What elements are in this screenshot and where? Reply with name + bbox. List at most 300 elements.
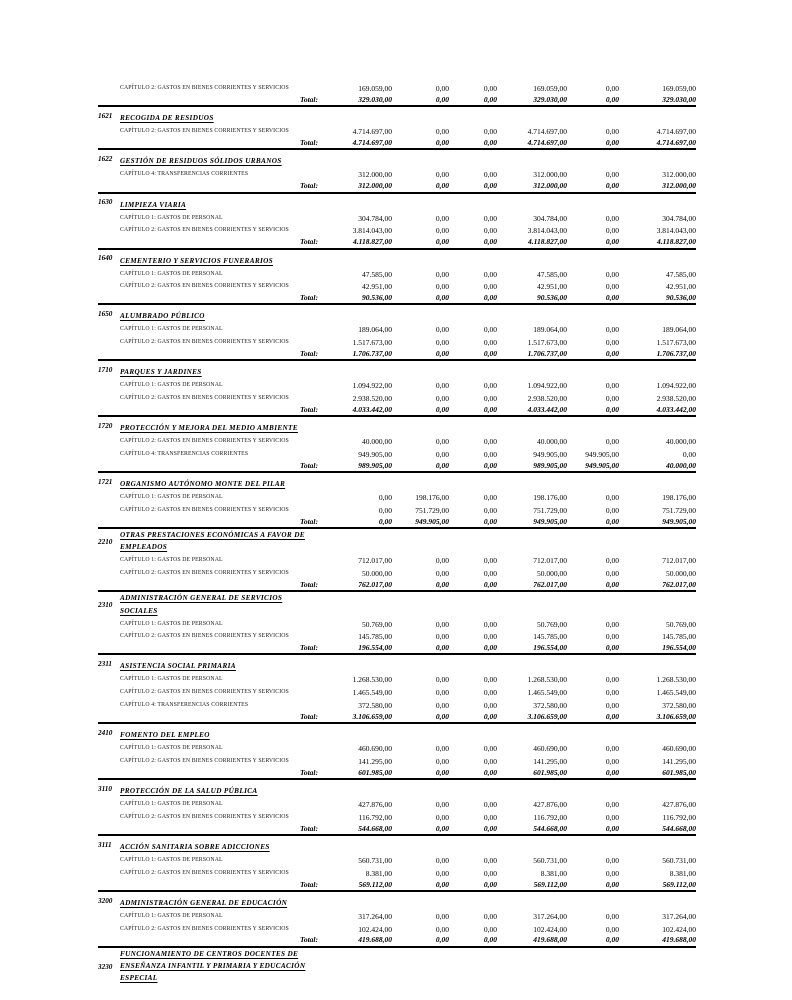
total-amount-cell: 0,00 <box>605 237 619 247</box>
amount-cell: 0,00 <box>435 450 449 460</box>
chapter-label: CAPÍTULO 1: GASTOS DE PERSONAL <box>120 620 223 627</box>
total-amount-cell: 312.000,00 <box>533 181 567 191</box>
chapter-label: CAPÍTULO 2: GASTOS EN BIENES CORRIENTES Y SERVICIOS <box>120 438 289 445</box>
total-amount-cell: 419.688,00 <box>662 935 696 945</box>
code-spacer <box>98 293 120 304</box>
code-spacer <box>98 554 120 567</box>
amount-cell: 317.264,00 <box>358 911 392 921</box>
total-amount-cell: 0,00 <box>483 237 497 247</box>
chapter-row <box>98 742 696 755</box>
total-row <box>98 181 696 193</box>
amount-cell: 189.064,00 <box>533 325 567 335</box>
amount-cell: 560.731,00 <box>358 856 392 866</box>
section-title: ACCIÓN SANITARIA SOBRE ADICCIONES <box>120 843 270 852</box>
amount-cell: 0,00 <box>435 325 449 335</box>
code-spacer <box>98 880 120 891</box>
amount-cell: 0,00 <box>435 213 449 223</box>
amount-cell: 42.951,00 <box>362 282 392 292</box>
section-title: RECOGIDA DE RESIDUOS <box>120 114 214 123</box>
section-header-row <box>98 361 696 379</box>
section-header-row <box>98 836 696 854</box>
section-title-cell <box>120 473 318 491</box>
section-code: 3200 <box>98 896 113 905</box>
amount-cell: 0,00 <box>483 493 497 503</box>
total-amount-cell: 0,00 <box>483 711 497 721</box>
code-spacer <box>98 811 120 824</box>
chapter-label: CAPÍTULO 2: GASTOS EN BIENES CORRIENTES Y SERVICIOS <box>120 507 289 513</box>
total-row <box>98 824 696 836</box>
amount-cell: 4.714.697,00 <box>527 127 567 137</box>
amount-cell: 0,00 <box>605 700 619 710</box>
amount-cell: 0,00 <box>435 911 449 921</box>
chapter-row <box>98 268 696 281</box>
total-amount-cell: 0,00 <box>483 823 497 833</box>
total-amount-cell: 329.030,00 <box>662 94 696 104</box>
code-spacer <box>98 168 120 181</box>
chapter-row <box>98 448 696 461</box>
amount-cell: 40.000,00 <box>537 437 567 447</box>
total-amount-cell: 40.000,00 <box>666 460 696 470</box>
amount-cell: 1.268.530,00 <box>527 675 567 685</box>
section-header-row <box>98 529 696 554</box>
total-amount-cell: 762.017,00 <box>533 579 567 589</box>
total-row <box>98 349 696 361</box>
section-title-cell <box>120 150 318 168</box>
amount-cell: 0,00 <box>483 381 497 391</box>
code-spacer <box>98 768 120 779</box>
section-title: FOMENTO DEL EMPLEO <box>120 731 210 740</box>
section-code: 1621 <box>98 112 113 121</box>
amount-cell: 317.264,00 <box>662 911 696 921</box>
total-row <box>98 880 696 892</box>
amount-cell: 47.585,00 <box>537 269 567 279</box>
chapter-label: CAPÍTULO 1: GASTOS DE PERSONAL <box>120 857 223 864</box>
total-amount-cell: 544.668,00 <box>358 823 392 833</box>
section-title: PROTECCIÓN Y MEJORA DEL MEDIO AMBIENTE <box>120 424 298 433</box>
amount-cell: 0,00 <box>483 924 497 934</box>
total-amount-cell: 90.536,00 <box>537 293 567 302</box>
code-spacer <box>98 643 120 654</box>
total-amount-cell: 0,00 <box>435 293 449 302</box>
total-amount-cell: 196.554,00 <box>358 643 392 653</box>
amount-cell: 42.951,00 <box>537 282 567 292</box>
section-title: PARQUES Y JARDINES <box>120 368 202 377</box>
total-amount-cell: 196.554,00 <box>533 643 567 653</box>
amount-cell: 0,00 <box>435 800 449 810</box>
code-spacer <box>98 181 120 192</box>
total-amount-cell: 0,00 <box>605 516 619 526</box>
section-header-row <box>98 948 696 985</box>
total-row <box>98 95 696 107</box>
total-amount-cell: 0,00 <box>483 460 497 470</box>
amount-cell: 0,00 <box>435 756 449 766</box>
total-label: Total: <box>299 94 318 104</box>
amount-cell: 0,00 <box>605 282 619 292</box>
code-spacer <box>98 699 120 712</box>
amount-cell: 47.585,00 <box>362 269 392 279</box>
total-amount-cell: 0,00 <box>605 94 619 104</box>
code-spacer <box>98 405 120 416</box>
chapter-label: CAPÍTULO 1: GASTOS DE PERSONAL <box>120 557 223 564</box>
code-spacer <box>98 854 120 867</box>
total-amount-cell: 0,00 <box>435 711 449 721</box>
chapter-label: CAPÍTULO 1: GASTOS DE PERSONAL <box>120 382 223 389</box>
amount-cell: 40.000,00 <box>666 437 696 447</box>
budget-section <box>98 948 696 985</box>
amount-cell: 0,00 <box>435 269 449 279</box>
total-label: Total: <box>299 516 318 526</box>
amount-cell: 50.000,00 <box>537 569 567 579</box>
section-title: FUNCIONAMIENTO DE CENTROS DOCENTES DE ENSEÑANZA INFANTIL Y PRIMARIA Y EDUCACIÓN ESPECIAL <box>120 949 306 983</box>
code-spacer <box>98 580 120 591</box>
section-title: ASISTENCIA SOCIAL PRIMARIA <box>120 662 236 671</box>
section-header-row <box>98 194 696 212</box>
total-amount-cell: 0,00 <box>435 237 449 247</box>
amount-cell: 0,00 <box>483 450 497 460</box>
amount-cell: 1.268.530,00 <box>352 675 392 685</box>
amount-cell: 0,00 <box>483 756 497 766</box>
amount-cell: 0,00 <box>483 744 497 754</box>
chapter-row <box>98 755 696 768</box>
amount-cell: 0,00 <box>435 127 449 137</box>
chapter-row <box>98 504 696 517</box>
chapter-row <box>98 867 696 880</box>
amount-cell: 0,00 <box>605 856 619 866</box>
chapter-label: CAPÍTULO 2: GASTOS EN BIENES CORRIENTES Y SERVICIOS <box>120 227 289 234</box>
section-code: 2311 <box>98 660 112 669</box>
code-spacer <box>98 138 120 149</box>
amount-cell: 50.000,00 <box>666 569 696 579</box>
amount-cell: 304.784,00 <box>533 213 567 223</box>
chapter-label: CAPÍTULO 1: GASTOS DE PERSONAL <box>120 494 223 501</box>
budget-section <box>98 655 696 724</box>
section-title-cell <box>120 361 318 379</box>
amount-cell: 3.814.043,00 <box>352 226 392 236</box>
amount-cell: 8.381,00 <box>669 868 696 878</box>
amount-cell: 312.000,00 <box>662 170 696 180</box>
chapter-row <box>98 630 696 643</box>
total-amount-cell: 3.106.659,00 <box>656 711 696 721</box>
budget-section <box>98 361 696 417</box>
code-spacer <box>98 755 120 768</box>
amount-cell: 317.264,00 <box>533 911 567 921</box>
total-row <box>98 237 696 249</box>
amount-cell: 0,00 <box>483 213 497 223</box>
amount-cell: 198.176,00 <box>533 493 567 503</box>
total-amount-cell: 4.118.827,00 <box>528 237 567 247</box>
amount-cell: 0,00 <box>605 632 619 642</box>
amount-cell: 0,00 <box>605 569 619 579</box>
amount-cell: 0,00 <box>605 556 619 566</box>
chapter-label: CAPÍTULO 2: GASTOS EN BIENES CORRIENTES Y SERVICIOS <box>120 757 289 764</box>
chapter-label: CAPÍTULO 2: GASTOS EN BIENES CORRIENTES Y SERVICIOS <box>120 570 289 577</box>
chapter-label: CAPÍTULO 1: GASTOS DE PERSONAL <box>120 676 223 683</box>
amount-cell: 40.000,00 <box>362 437 392 447</box>
code-spacer <box>98 461 120 472</box>
amount-cell: 50.000,00 <box>362 569 392 579</box>
amount-cell: 0,00 <box>605 213 619 223</box>
total-amount-cell: 1.706.737,00 <box>656 348 696 358</box>
total-amount-cell: 0,00 <box>605 711 619 721</box>
total-amount-cell: 0,00 <box>483 404 497 414</box>
amount-cell: 0,00 <box>435 556 449 566</box>
total-amount-cell: 329.030,00 <box>533 94 567 104</box>
total-row <box>98 935 696 947</box>
total-amount-cell: 762.017,00 <box>662 579 696 589</box>
code-spacer <box>98 237 120 248</box>
total-label: Total: <box>299 181 318 191</box>
chapter-row <box>98 567 696 580</box>
section-code: 1630 <box>98 198 113 207</box>
total-amount-cell: 196.554,00 <box>662 643 696 653</box>
total-amount-cell: 0,00 <box>483 293 497 302</box>
total-amount-cell: 762.017,00 <box>358 579 392 589</box>
budget-section <box>98 194 696 250</box>
amount-cell: 0,00 <box>483 556 497 566</box>
section-title-cell <box>120 592 318 617</box>
amount-cell: 0,00 <box>483 868 497 878</box>
amount-cell: 2.938.520,00 <box>527 394 567 404</box>
chapter-label: CAPÍTULO 1: GASTOS DE PERSONAL <box>120 270 223 277</box>
total-label: Total: <box>299 711 318 721</box>
section-title: LIMPIEZA VIARIA <box>120 200 187 209</box>
amount-cell: 0,00 <box>483 632 497 642</box>
total-amount-cell: 0,00 <box>435 823 449 833</box>
total-amount-cell: 0,00 <box>483 579 497 589</box>
amount-cell: 0,00 <box>378 506 392 515</box>
amount-cell: 0,00 <box>682 450 696 460</box>
amount-cell: 0,00 <box>378 493 392 503</box>
amount-cell: 0,00 <box>435 381 449 391</box>
amount-cell: 47.585,00 <box>666 269 696 279</box>
total-amount-cell: 0,00 <box>378 516 392 526</box>
amount-cell: 102.424,00 <box>358 924 392 934</box>
amount-cell: 0,00 <box>605 619 619 629</box>
code-spacer <box>98 95 120 106</box>
chapter-label: CAPÍTULO 2: GASTOS EN BIENES CORRIENTES Y SERVICIOS <box>120 339 289 346</box>
amount-cell: 0,00 <box>435 700 449 710</box>
amount-cell: 1.094.922,00 <box>352 381 392 391</box>
total-amount-cell: 0,00 <box>605 181 619 191</box>
chapter-row <box>98 168 696 181</box>
total-amount-cell: 0,00 <box>435 94 449 104</box>
amount-cell: 0,00 <box>435 282 449 292</box>
total-amount-cell: 0,00 <box>435 935 449 945</box>
section-code: 1721 <box>98 478 113 487</box>
code-spacer <box>98 618 120 631</box>
total-amount-cell: 4.714.697,00 <box>656 137 696 147</box>
chapter-row <box>98 923 696 936</box>
chapter-label: CAPÍTULO 4: TRANSFERENCIAS CORRIENTES <box>120 701 249 708</box>
amount-cell: 0,00 <box>605 325 619 335</box>
total-amount-cell: 0,00 <box>435 137 449 147</box>
code-spacer <box>98 824 120 835</box>
code-spacer <box>98 349 120 360</box>
section-title-cell <box>120 655 318 673</box>
total-amount-cell: 0,00 <box>435 643 449 653</box>
amount-cell: 42.951,00 <box>666 282 696 292</box>
amount-cell: 1.465.549,00 <box>352 688 392 698</box>
amount-cell: 0,00 <box>435 856 449 866</box>
amount-cell: 50.769,00 <box>362 619 392 629</box>
section-header-row <box>98 305 696 323</box>
amount-cell: 0,00 <box>605 493 619 503</box>
amount-cell: 0,00 <box>483 269 497 279</box>
total-amount-cell: 0,00 <box>435 181 449 191</box>
amount-cell: 0,00 <box>605 911 619 921</box>
chapter-label: CAPÍTULO 1: GASTOS DE PERSONAL <box>120 326 223 333</box>
section-title-cell <box>120 305 318 323</box>
code-spacer <box>98 392 120 405</box>
amount-cell: 751.729,00 <box>533 506 567 515</box>
code-spacer <box>98 798 120 811</box>
total-amount-cell: 312.000,00 <box>358 181 392 191</box>
section-title-cell <box>120 948 318 985</box>
budget-table <box>98 82 696 985</box>
total-label: Total: <box>299 137 318 147</box>
section-header-row <box>98 250 696 268</box>
total-amount-cell: 329.030,00 <box>358 94 392 104</box>
amount-cell: 198.176,00 <box>415 493 449 503</box>
section-title: ORGANISMO AUTÓNOMO MONTE DEL PILAR <box>120 480 286 489</box>
code-spacer <box>98 567 120 580</box>
amount-cell: 0,00 <box>435 226 449 236</box>
total-row <box>98 405 696 417</box>
total-amount-cell: 0,00 <box>605 767 619 777</box>
total-amount-cell: 989.905,00 <box>358 460 392 470</box>
section-header-row <box>98 780 696 798</box>
code-spacer <box>98 935 120 946</box>
section-code: 3230 <box>98 962 113 971</box>
chapter-label: CAPÍTULO 2: GASTOS EN BIENES CORRIENTES Y SERVICIOS <box>120 395 289 402</box>
chapter-row <box>98 379 696 392</box>
amount-cell: 949.905,00 <box>585 450 619 460</box>
amount-cell: 949.905,00 <box>533 450 567 460</box>
amount-cell: 712.017,00 <box>358 556 392 566</box>
amount-cell: 0,00 <box>605 756 619 766</box>
amount-cell: 0,00 <box>605 338 619 348</box>
total-amount-cell: 989.905,00 <box>533 460 567 470</box>
section-title: ADMINISTRACIÓN GENERAL DE SERVICIOS SOCIALES <box>120 594 283 615</box>
code-spacer <box>98 867 120 880</box>
section-code: 2210 <box>98 537 113 546</box>
total-row <box>98 517 696 529</box>
section-header-row <box>98 724 696 742</box>
chapter-label: CAPÍTULO 2: GASTOS EN BIENES CORRIENTES Y SERVICIOS <box>120 869 289 876</box>
chapter-label: CAPÍTULO 1: GASTOS DE PERSONAL <box>120 214 223 221</box>
chapter-row <box>98 392 696 405</box>
amount-cell: 1.517.673,00 <box>656 338 696 348</box>
total-amount-cell: 3.106.659,00 <box>527 711 567 721</box>
total-amount-cell: 0,00 <box>605 935 619 945</box>
total-amount-cell: 0,00 <box>483 935 497 945</box>
total-amount-cell: 4.033.442,00 <box>352 404 392 414</box>
amount-cell: 0,00 <box>483 282 497 292</box>
amount-cell: 0,00 <box>435 632 449 642</box>
section-title: GESTIÓN DE RESIDUOS SÓLIDOS URBANOS <box>120 157 282 166</box>
total-amount-cell: 949.905,00 <box>415 516 449 526</box>
chapter-row <box>98 212 696 225</box>
amount-cell: 2.938.520,00 <box>352 394 392 404</box>
amount-cell: 712.017,00 <box>662 556 696 566</box>
amount-cell: 304.784,00 <box>662 213 696 223</box>
total-amount-cell: 0,00 <box>435 767 449 777</box>
code-spacer <box>98 336 120 349</box>
amount-cell: 0,00 <box>483 170 497 180</box>
amount-cell: 304.784,00 <box>358 213 392 223</box>
total-amount-cell: 0,00 <box>605 879 619 889</box>
amount-cell: 0,00 <box>483 569 497 579</box>
amount-cell: 560.731,00 <box>662 856 696 866</box>
amount-cell: 8.381,00 <box>540 868 567 878</box>
code-spacer <box>98 125 120 138</box>
amount-cell: 0,00 <box>483 688 497 698</box>
amount-cell: 751.729,00 <box>415 506 449 515</box>
total-label: Total: <box>299 823 318 833</box>
total-amount-cell: 0,00 <box>483 348 497 358</box>
amount-cell: 0,00 <box>483 856 497 866</box>
total-amount-cell: 0,00 <box>605 579 619 589</box>
total-amount-cell: 90.536,00 <box>362 293 392 302</box>
amount-cell: 0,00 <box>483 675 497 685</box>
code-spacer <box>98 280 120 293</box>
code-spacer <box>98 712 120 723</box>
chapter-label: CAPÍTULO 1: GASTOS DE PERSONAL <box>120 912 223 919</box>
chapter-row <box>98 435 696 448</box>
total-label: Total: <box>299 767 318 777</box>
amount-cell: 145.785,00 <box>358 632 392 642</box>
total-amount-cell: 0,00 <box>483 879 497 889</box>
chapter-label: CAPÍTULO 2: GASTOS EN BIENES CORRIENTES Y SERVICIOS <box>120 813 289 820</box>
section-title: ADMINISTRACIÓN GENERAL DE EDUCACIÓN <box>120 898 288 907</box>
amount-cell: 1.268.530,00 <box>656 675 696 685</box>
amount-cell: 0,00 <box>435 569 449 579</box>
amount-cell: 141.295,00 <box>533 756 567 766</box>
section-code: 1720 <box>98 422 113 431</box>
chapter-row <box>98 280 696 293</box>
total-amount-cell: 949.905,00 <box>585 460 619 470</box>
chapter-row <box>98 910 696 923</box>
total-amount-cell: 0,00 <box>483 643 497 653</box>
chapter-label: CAPÍTULO 4: TRANSFERENCIAS CORRIENTES <box>120 451 249 458</box>
chapter-row <box>98 798 696 811</box>
total-amount-cell: 569.112,00 <box>533 879 567 889</box>
amount-cell: 460.690,00 <box>358 744 392 754</box>
total-amount-cell: 0,00 <box>605 293 619 302</box>
chapter-label: CAPÍTULO 2: GASTOS EN BIENES CORRIENTES Y SERVICIOS <box>120 283 289 290</box>
amount-cell: 0,00 <box>435 394 449 404</box>
total-amount-cell: 312.000,00 <box>662 181 696 191</box>
amount-cell: 4.714.697,00 <box>656 127 696 137</box>
total-amount-cell: 569.112,00 <box>358 879 392 889</box>
section-code: 2410 <box>98 729 113 738</box>
total-row <box>98 138 696 150</box>
amount-cell: 0,00 <box>435 812 449 822</box>
amount-cell: 145.785,00 <box>662 632 696 642</box>
total-amount-cell: 0,00 <box>605 823 619 833</box>
total-amount-cell: 4.714.697,00 <box>527 137 567 147</box>
amount-cell: 0,00 <box>605 688 619 698</box>
total-amount-cell: 601.985,00 <box>662 767 696 777</box>
code-spacer <box>98 673 120 686</box>
amount-cell: 0,00 <box>605 924 619 934</box>
amount-cell: 0,00 <box>605 170 619 180</box>
total-amount-cell: 0,00 <box>605 137 619 147</box>
amount-cell: 3.814.043,00 <box>656 226 696 236</box>
amount-cell: 0,00 <box>435 437 449 447</box>
amount-cell: 8.381,00 <box>365 868 392 878</box>
amount-cell: 751.729,00 <box>662 506 696 515</box>
